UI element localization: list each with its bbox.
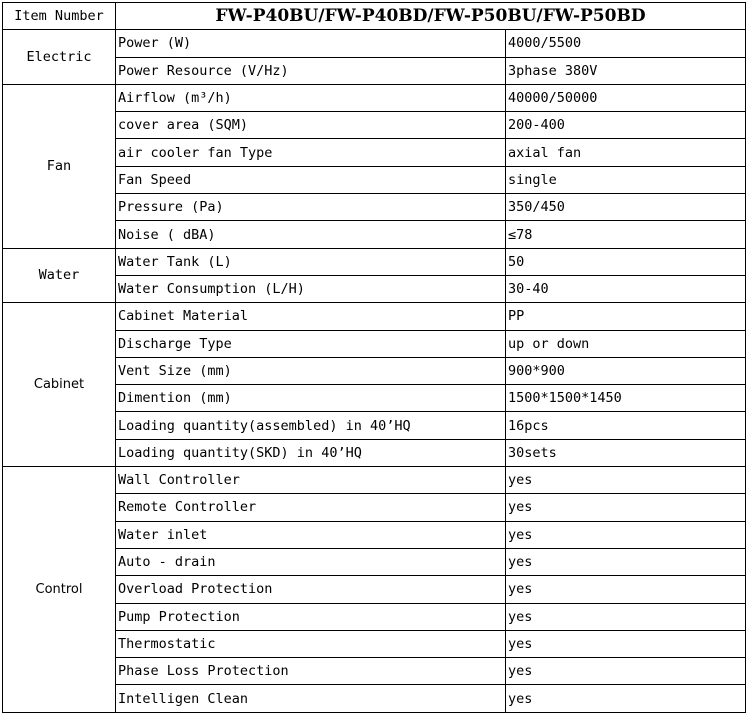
param-value: 30-40 — [506, 275, 746, 302]
param-name: Pump Protection — [116, 603, 506, 630]
param-value: yes — [506, 494, 746, 521]
item-number-label: Item Number — [3, 3, 116, 30]
param-value: ≤78 — [506, 221, 746, 248]
param-value: 40000/50000 — [506, 84, 746, 111]
param-name: Water Tank (L) — [116, 248, 506, 275]
param-name: Remote Controller — [116, 494, 506, 521]
param-name: Wall Controller — [116, 467, 506, 494]
param-value: yes — [506, 603, 746, 630]
param-value: yes — [506, 521, 746, 548]
table-row — [3, 84, 746, 111]
param-name: Overload Protection — [116, 576, 506, 603]
param-name: Water Consumption (L/H) — [116, 275, 506, 302]
param-name: Water inlet — [116, 521, 506, 548]
table-row — [3, 467, 746, 494]
header-row — [3, 3, 746, 30]
param-value: 50 — [506, 248, 746, 275]
spec-table — [2, 2, 746, 713]
param-value: yes — [506, 467, 746, 494]
group-control: Control — [3, 467, 116, 713]
table-row — [3, 248, 746, 275]
param-value: 4000/5500 — [506, 30, 746, 57]
param-value: PP — [506, 303, 746, 330]
table-row — [3, 30, 746, 57]
param-name: Power Resource (V/Hz) — [116, 57, 506, 84]
param-name: Auto - drain — [116, 548, 506, 575]
param-name: Power (W) — [116, 30, 506, 57]
param-value: 1500*1500*1450 — [506, 385, 746, 412]
spec-table-body — [3, 3, 746, 713]
param-name: Phase Loss Protection — [116, 658, 506, 685]
param-name: Dimention (mm) — [116, 385, 506, 412]
param-value: 16pcs — [506, 412, 746, 439]
param-value: single — [506, 166, 746, 193]
param-value: yes — [506, 658, 746, 685]
group-electric: Electric — [3, 30, 116, 85]
param-name: Loading quantity(assembled) in 40’HQ — [116, 412, 506, 439]
param-value: 3phase 380V — [506, 57, 746, 84]
param-value: axial fan — [506, 139, 746, 166]
param-value: yes — [506, 630, 746, 657]
param-value: yes — [506, 576, 746, 603]
param-value: 900*900 — [506, 357, 746, 384]
param-name: Vent Size (mm) — [116, 357, 506, 384]
param-name: Loading quantity(SKD) in 40’HQ — [116, 439, 506, 466]
param-name: Pressure (Pa) — [116, 194, 506, 221]
param-value: yes — [506, 685, 746, 712]
table-row — [3, 303, 746, 330]
param-name: cover area (SQM) — [116, 112, 506, 139]
param-value: 350/450 — [506, 194, 746, 221]
param-value: up or down — [506, 330, 746, 357]
param-name: Thermostatic — [116, 630, 506, 657]
param-name: Airflow (m³/h) — [116, 84, 506, 111]
param-name: Noise ( dBA) — [116, 221, 506, 248]
param-name: Intelligen Clean — [116, 685, 506, 712]
group-cabinet: Cabinet — [3, 303, 116, 467]
param-value: 30sets — [506, 439, 746, 466]
param-name: Fan Speed — [116, 166, 506, 193]
param-value: 200-400 — [506, 112, 746, 139]
param-name: air cooler fan Type — [116, 139, 506, 166]
param-value: yes — [506, 548, 746, 575]
model-numbers: FW-P40BU/FW-P40BD/FW-P50BU/FW-P50BD — [116, 3, 746, 30]
param-name: Cabinet Material — [116, 303, 506, 330]
group-water: Water — [3, 248, 116, 303]
group-fan: Fan — [3, 84, 116, 248]
param-name: Discharge Type — [116, 330, 506, 357]
